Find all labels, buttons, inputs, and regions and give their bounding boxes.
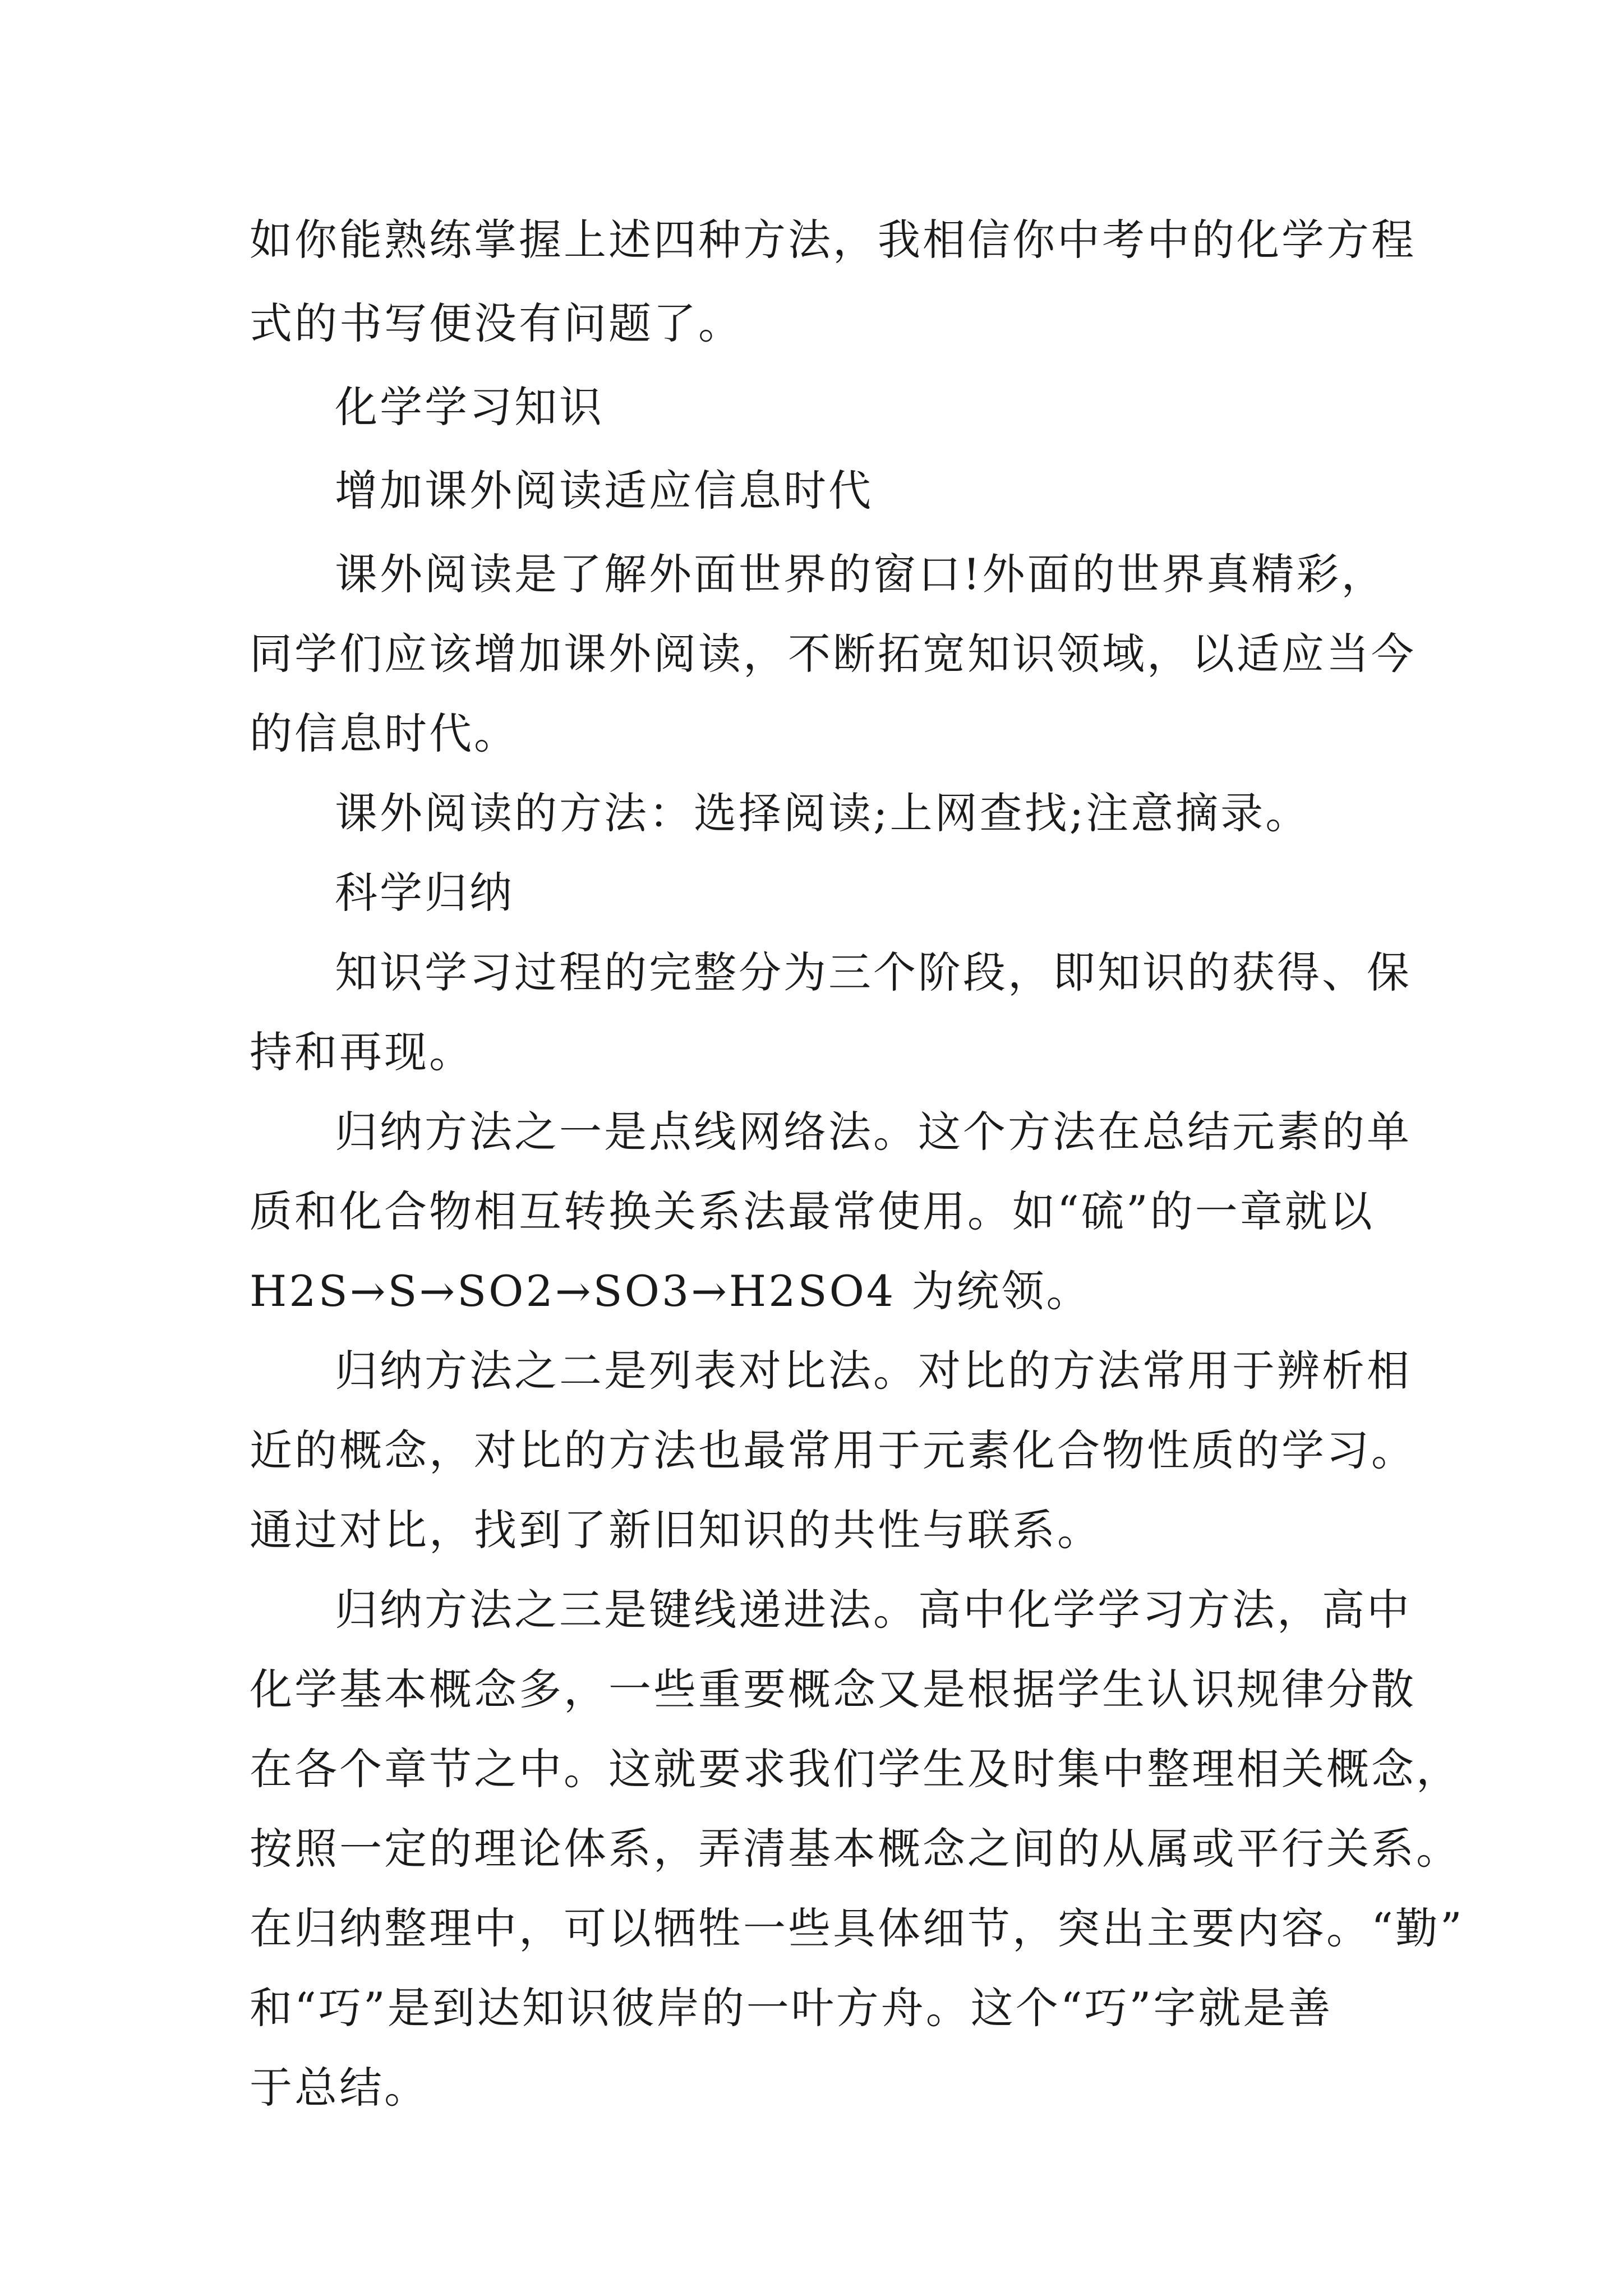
text-line: 知识学习过程的完整分为三个阶段，即知识的获得、保 <box>335 947 1412 997</box>
formula-line: H2S→S→SO2→SO3→H2SO4 为统领。 <box>250 1266 1091 1316</box>
text-line: 课外阅读是了解外面世界的窗口!外面的世界真精彩， <box>335 549 1386 599</box>
section-heading: 科学归纳 <box>335 868 514 918</box>
text-line: 的信息时代。 <box>250 708 519 758</box>
text-line: 归纳方法之三是键线递进法。高中化学学习方法，高中 <box>335 1585 1412 1635</box>
text-line: 近的概念，对比的方法也最常用于元素化合物性质的学习。 <box>250 1425 1416 1475</box>
text-line: 在各个章节之中。这就要求我们学生及时集中整理相关概念， <box>250 1744 1461 1794</box>
text-line: 化学基本概念多，一些重要概念又是根据学生认识规律分散 <box>250 1664 1416 1714</box>
text-line: 在归纳整理中，可以牺牲一些具体细节，突出主要内容。“勤” <box>250 1903 1464 1953</box>
text-line: 如你能熟练掌握上述四种方法，我相信你中考中的化学方程 <box>250 215 1416 265</box>
text-line: 按照一定的理论体系，弄清基本概念之间的从属或平行关系。 <box>250 1824 1461 1874</box>
text-line: 持和再现。 <box>250 1027 474 1077</box>
text-line: 和“巧”是到达知识彼岸的一叶方舟。这个“巧”字就是善 <box>250 1983 1333 2033</box>
text-line: 于总结。 <box>250 2063 429 2113</box>
text-line: 归纳方法之一是点线网络法。这个方法在总结元素的单 <box>335 1107 1412 1157</box>
section-heading: 增加课外阅读适应信息时代 <box>335 466 873 516</box>
text-line: 归纳方法之二是列表对比法。对比的方法常用于辨析相 <box>335 1346 1412 1396</box>
text-line: 式的书写便没有问题了。 <box>250 298 743 348</box>
text-line: 课外阅读的方法：选择阅读;上网查找;注意摘录。 <box>335 788 1311 838</box>
text-line: 通过对比，找到了新旧知识的共性与联系。 <box>250 1505 1102 1555</box>
section-heading: 化学学习知识 <box>335 382 604 432</box>
text-line: 质和化合物相互转换关系法最常使用。如“硫”的一章就以 <box>250 1186 1375 1236</box>
text-line: 同学们应该增加课外阅读，不断拓宽知识领域，以适应当今 <box>250 629 1416 679</box>
